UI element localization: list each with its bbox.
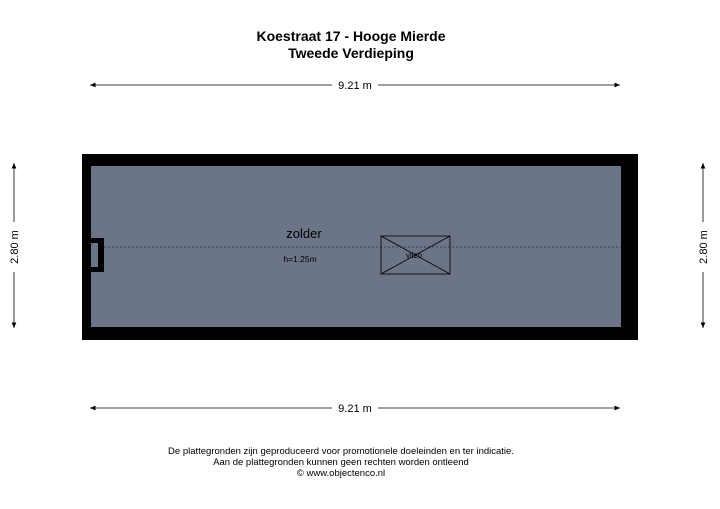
top-dimension	[90, 80, 620, 92]
disclaimer-line-1: De plattegronden zijn geproduceerd voor promotionele doeleinden en ter indicatie.	[168, 446, 514, 457]
right-dimension	[698, 163, 710, 328]
disclaimer-line-2: Aan de plattegronden kunnen geen rechten worden ontleend	[213, 457, 469, 468]
copyright-line: © www.objectenco.nl	[296, 468, 386, 479]
zolder-floor	[91, 166, 621, 327]
room-label-zolder: zolder	[286, 226, 322, 241]
room-height-label: h=1.25m	[283, 254, 317, 264]
plan-title-address: Koestraat 17 - Hooge Mierde	[256, 28, 446, 44]
right-dimension-label: 2.80 m	[698, 230, 710, 264]
bottom-dimension-label: 9.21 m	[338, 403, 372, 415]
chimney-inner	[91, 243, 98, 267]
left-dimension-label: 2.80 m	[9, 230, 21, 264]
plan-title-floor: Tweede Verdieping	[288, 45, 414, 61]
bottom-dimension	[90, 403, 620, 415]
vlizo-label: vlizo	[405, 251, 423, 260]
left-dimension	[9, 163, 21, 328]
top-dimension-label: 9.21 m	[338, 80, 372, 92]
